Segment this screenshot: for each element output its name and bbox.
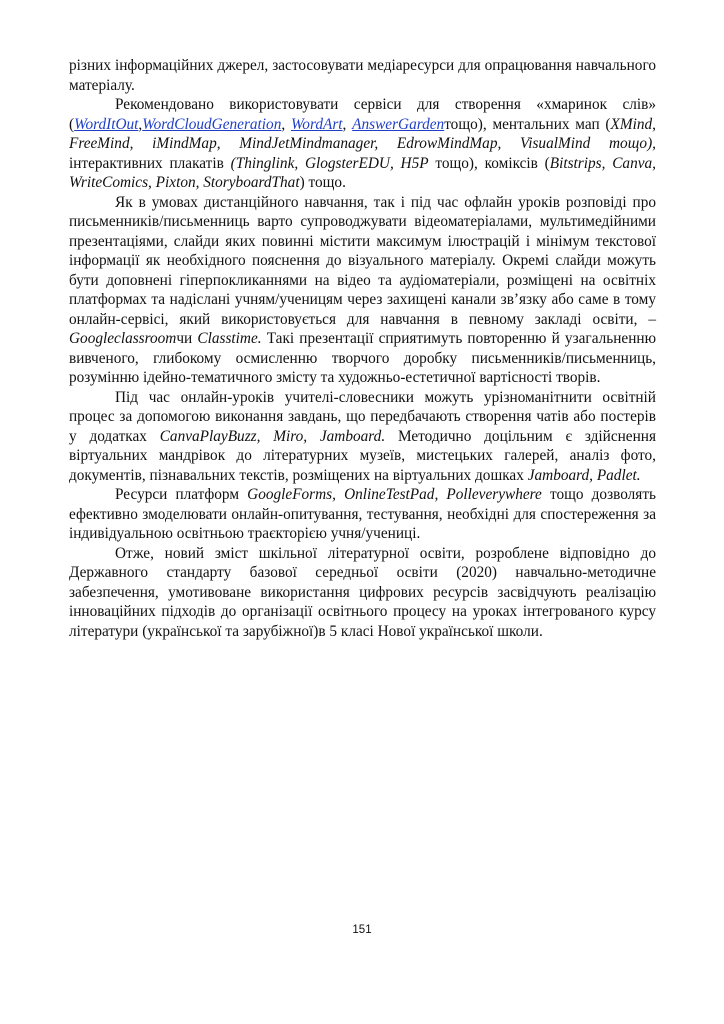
link-wordart[interactable]: WordArt (290, 115, 343, 133)
paragraph-1-text: різних інформаційних джерел, застосовувати медіаресурси для опрацювання навчального матеріалу. (69, 57, 656, 94)
p3-googleclassroom: Googleclassroom (69, 330, 177, 347)
link-worditout[interactable]: WordItOut (74, 115, 139, 133)
page-number: 151 (352, 924, 372, 936)
p4-apps: CanvaPlayBuzz, Miro, Jamboard. (159, 427, 386, 445)
p2-comic-tools: Bitstrips, Canva, WriteComics, Pixton, StoryboardThat (69, 154, 656, 191)
p2-text-6: інтерактивних плакатів (69, 154, 231, 172)
p2-poster-tools: (Thinglink, GlogsterEDU, H5P (230, 154, 429, 172)
p4-boards: Jamboard, Padlet. (527, 466, 641, 484)
p3-text-1: Як в умовах дистанційного навчання, так і під час офлайн уроків розповіді про письменників/письменниць варто супроводжувати відеоматеріалами, мультимедійними презентаціями, слайди яких повинні містити максимум ілюстрацій і мінімум текстової інформації як необхідного пояснення до візуального матеріалу. Окремі слайди можуть бути доповнені гіперпокликаннями на відео та аудіоматеріали, розміщені на освітніх платформах та надіслані учням/ученицям через захищені канали зв’язку або саме в тому онлайн-сервісі, який використовується для навчання в певному закладі освіти, – (69, 193, 656, 328)
p2-text-7: тощо), коміксів ( (428, 154, 550, 172)
link-wordcloudgeneration[interactable]: WordCloudGeneration (142, 115, 282, 133)
p2-text-4: , (342, 115, 353, 133)
p5-platforms: GoogleForms, OnlineTestPad, Polleverywhere (247, 486, 542, 503)
document-body (69, 56, 656, 641)
paragraph-6 (69, 544, 656, 642)
paragraph-6-text: Отже, новий зміст шкільної літературної освіти, розроблене відповідно до Державного стандарту базової середньої освіти (2020) навчально-методичне забезпечення, умотивоване використання цифрових ресурсів засвідчують реалізацію інноваційних підходів до організації освітнього процесу на уроках інтегрованого курсу літератури (української та зарубіжної)в 5 класі Нової української школи. (69, 544, 656, 640)
paragraph-4 (69, 388, 656, 486)
link-answergarden[interactable]: AnswerGarden (352, 115, 445, 133)
p3-classtime: Classtime. (197, 330, 262, 347)
p2-text-8: ) тощо. (299, 174, 346, 191)
p2-mindmap-tools: XMind, FreeMind, iMindMap, MindJetMindmanager, EdrowMindMap, VisualMind тощо), (69, 115, 656, 152)
p2-text-1: Рекомендовано використовувати сервіси для створення «хмаринок слів» ( (69, 96, 656, 133)
paragraph-1 (69, 56, 656, 95)
p3-text-3: Такі презентації сприятимуть повторенню й узагальненню вивченого, глибокому осмисленню творчого доробку письменників/письменниць, розумінню ідейно-тематичного змісту та художньо-естетичної вартісності творів. (69, 330, 656, 386)
paragraph-3 (69, 193, 656, 388)
paragraph-2 (69, 95, 656, 193)
p5-text-1: Ресурси платформ (115, 486, 248, 503)
p3-text-2: чи (176, 330, 198, 347)
p2-text-2: , (138, 115, 143, 133)
p2-text-5: тощо), ментальних мап ( (444, 115, 611, 133)
p4-text-2: Методично доцільним є здійснення віртуальних мандрівок до літературних музеїв, мистецьких галерей, аналіз фото, документів, пізнавальних текстів, розміщених на віртуальних дошках (69, 427, 656, 484)
p4-text-1: Під час онлайн-уроків учителі-словесники можуть урізноманітнити освітній процес за допомогою виконання завдань, що передбачають створення чатів або постерів у додатках (69, 388, 656, 445)
p5-text-2: тощо дозволять ефективно змоделювати онлайн-опитування, тестування, необхідні для спостереження за індивідуальною освітньою траєкторією учня/учениці. (69, 486, 657, 542)
paragraph-5 (69, 485, 656, 544)
p2-text-3: , (281, 115, 291, 133)
